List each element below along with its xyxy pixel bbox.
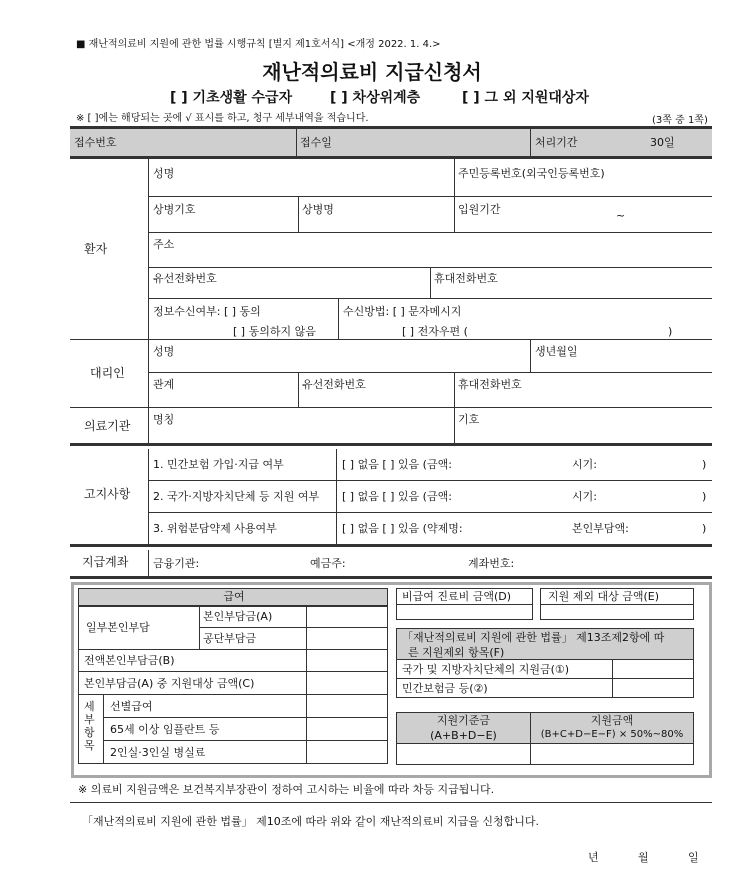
processing-period-label: 처리기간 bbox=[535, 136, 578, 149]
disease-name-label: 상병명 bbox=[302, 203, 334, 216]
footer-note: ※ 의료비 지원금액은 보건복지부장관이 정하여 고시하는 비율에 따라 차등 지급됩니다. bbox=[78, 783, 495, 796]
agent-mobile-label: 휴대전화번호 bbox=[458, 378, 522, 391]
excluded-e-label: 지원 제외 대상 금액(E) bbox=[548, 590, 660, 603]
patient-mobile-label: 휴대전화번호 bbox=[434, 272, 498, 285]
public-burden-label: 공단부담금 bbox=[203, 632, 257, 645]
self-pay-a-label: 본인부담금(A) bbox=[203, 610, 273, 623]
declaration-text: 「재난적의료비 지원에 관한 법률」 제10조에 따라 위와 같이 재난적의료비 지급을 신청합니다. bbox=[82, 815, 539, 828]
agent-name-label: 성명 bbox=[153, 345, 175, 358]
sub-item-2-value[interactable] bbox=[306, 717, 388, 741]
notice-row-3-extra: 본인부담액: bbox=[572, 522, 629, 535]
support-target-c-value[interactable] bbox=[306, 671, 388, 695]
institution-name-label: 명칭 bbox=[153, 413, 175, 426]
patient-section-label: 환자 bbox=[84, 242, 108, 256]
disease-code-label: 상병기호 bbox=[153, 203, 196, 216]
admission-tilde: ~ bbox=[616, 209, 626, 222]
support-amount-label: 지원금액 bbox=[590, 714, 634, 727]
receipt-row bbox=[70, 129, 712, 156]
partial-label: 일부본인부담 bbox=[86, 621, 150, 634]
base-amount-value[interactable] bbox=[396, 743, 531, 765]
notice-row-3-label: 3. 위험분담약제 사용여부 bbox=[153, 522, 277, 535]
sub-item-3-value[interactable] bbox=[306, 740, 388, 764]
notice-row-2-choice[interactable]: [ ] 없음 [ ] 있음 (금액: bbox=[342, 490, 452, 503]
nonbenefit-d-label: 비급여 진료비 금액(D) bbox=[402, 590, 512, 603]
subtitle-near-poverty: [ ] 차상위계층 bbox=[330, 90, 421, 106]
notice-row-3-choice[interactable]: [ ] 없음 [ ] 있음 (약제명: bbox=[342, 522, 463, 535]
processing-period-value: 30일 bbox=[650, 136, 675, 149]
account-section-label: 지급계좌 bbox=[82, 555, 129, 569]
agent-landline-label: 유선전화번호 bbox=[302, 378, 366, 391]
support-amount-formula: (B+C+D−E−F) × 50%~80% bbox=[540, 729, 684, 740]
notice-row-1-extra: 시기: bbox=[572, 458, 597, 471]
agent-relation-label: 관계 bbox=[153, 378, 175, 391]
private-insurance-value[interactable] bbox=[612, 678, 694, 698]
receipt-number-label: 접수번호 bbox=[74, 136, 117, 149]
info-consent-disagree[interactable]: [ ] 동의하지 않음 bbox=[233, 325, 316, 338]
support-amount-value[interactable] bbox=[530, 743, 694, 765]
receive-method-email[interactable]: [ ] 전자우편 ( bbox=[402, 325, 468, 338]
benefit-header-label: 급여 bbox=[223, 590, 245, 603]
page-title: 재난적의료비 지급신청서 bbox=[262, 60, 482, 84]
notice-row-2-label: 2. 국가·지방자치단체 등 지원 여부 bbox=[153, 490, 320, 503]
admission-period-label: 입원기간 bbox=[458, 203, 501, 216]
notice-row-1-choice[interactable]: [ ] 없음 [ ] 있음 (금액: bbox=[342, 458, 452, 471]
base-amount-formula: (A+B+D−E) bbox=[430, 729, 497, 742]
date-year-label: 년 bbox=[588, 851, 599, 864]
patient-name-label: 성명 bbox=[153, 167, 175, 180]
date-month-label: 월 bbox=[638, 851, 649, 864]
institution-section-label: 의료기관 bbox=[84, 419, 131, 433]
sub-item-3-label: 2인실·3인실 병실료 bbox=[110, 746, 206, 759]
gov-support-label: 국가 및 지방자치단체의 지원금(①) bbox=[402, 663, 570, 676]
receive-method-sms[interactable]: 수신방법: [ ] 문자메시지 bbox=[343, 305, 462, 318]
email-close-paren: ) bbox=[668, 325, 673, 338]
base-amount-label: 지원기준금 bbox=[436, 714, 491, 727]
account-number-label: 계좌번호: bbox=[468, 557, 515, 570]
account-holder-label: 예금주: bbox=[310, 557, 346, 570]
full-self-pay-b-label: 전액본인부담금(B) bbox=[84, 654, 175, 667]
law-ref-label: 「재난적의료비 지원에 관한 법률」 제13조제2항에 따 bbox=[402, 631, 665, 644]
patient-rrn-label: 주민등록번호(외국인등록번호) bbox=[458, 167, 605, 180]
subtitle-other: [ ] 그 외 지원대상자 bbox=[462, 90, 589, 106]
notice-row-3-end: ) bbox=[702, 522, 707, 535]
bank-label: 금융기관: bbox=[153, 557, 200, 570]
sub-item-1-label: 선별급여 bbox=[110, 700, 153, 713]
notice-row-1-end: ) bbox=[702, 458, 707, 471]
receipt-date-label: 접수일 bbox=[300, 136, 332, 149]
notice-row-1-label: 1. 민간보험 가입·지급 여부 bbox=[153, 458, 284, 471]
institution-code-label: 기호 bbox=[458, 413, 480, 426]
sub-item-1-value[interactable] bbox=[306, 694, 388, 718]
notice-row-2-end: ) bbox=[702, 490, 707, 503]
self-pay-a-value[interactable] bbox=[306, 606, 388, 628]
notice-row-2-extra: 시기: bbox=[572, 490, 597, 503]
private-insurance-label: 민간보험금 등(②) bbox=[402, 682, 488, 695]
gov-support-value[interactable] bbox=[612, 659, 694, 679]
sub-item-2-label: 65세 이상 임플란트 등 bbox=[110, 723, 220, 736]
public-burden-value[interactable] bbox=[306, 627, 388, 650]
agent-section-label: 대리인 bbox=[90, 366, 125, 380]
page-info: (3쪽 중 1쪽) bbox=[652, 115, 708, 126]
agent-birth-label: 생년월일 bbox=[535, 345, 578, 358]
patient-landline-label: 유선전화번호 bbox=[153, 272, 217, 285]
address-label: 주소 bbox=[153, 238, 175, 251]
date-day-label: 일 bbox=[688, 851, 699, 864]
instruction-text: ※ [ ]에는 해당되는 곳에 √ 표시를 하고, 청구 세부내역을 적습니다. bbox=[76, 113, 369, 124]
regulation-text: ■ 재난적의료비 지원에 관한 법률 시행규칙 [별지 제1호서식] <개정 2022. 1. 4.> bbox=[76, 39, 441, 50]
info-consent-agree[interactable]: 정보수신여부: [ ] 동의 bbox=[153, 305, 261, 318]
law-ref-label-2: 른 지원제외 항목(F) bbox=[408, 646, 505, 659]
full-self-pay-b-value[interactable] bbox=[306, 649, 388, 672]
support-target-c-label: 본인부담금(A) 중 지원대상 금액(C) bbox=[84, 677, 255, 690]
sub-items-label: 세부항목 bbox=[84, 700, 95, 752]
subtitle-basic-recipient: [ ] 기초생활 수급자 bbox=[170, 90, 293, 106]
notice-section-label: 고지사항 bbox=[84, 487, 131, 501]
